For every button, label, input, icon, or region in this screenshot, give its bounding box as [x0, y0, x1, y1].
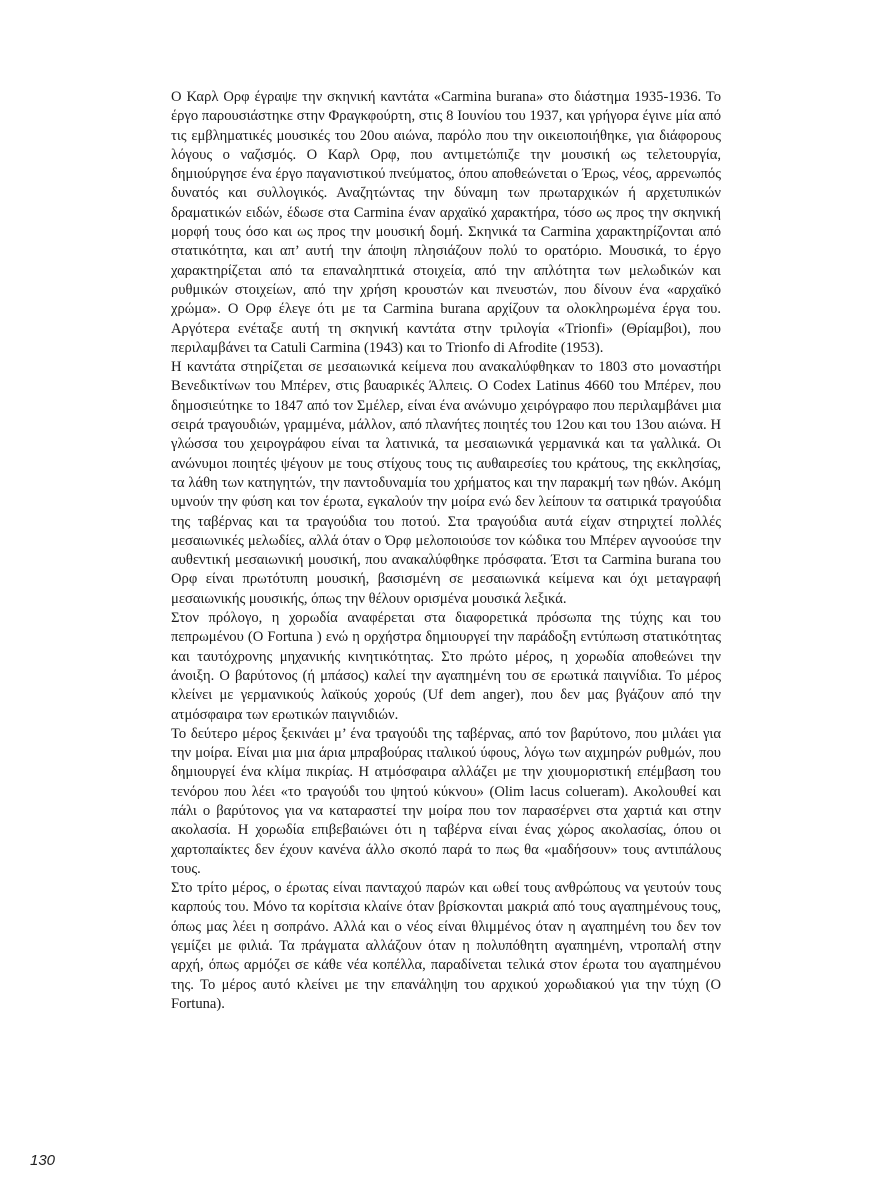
- article-body: [171, 88, 721, 1014]
- paragraph-second-part: Το δεύτερο μέρος ξεκινάει μ’ ένα τραγούδι της ταβέρνας, από τον βαρύτονο, που μιλάει για την μοίρα. Είναι μια μια άρια μπραβούρας ιταλικού ύφους, λόγω των αιχμηρών ρυθμών, που δημιουργεί ένα κλίμα πικρίας. Η ατμόσφαιρα αλλάζει με την χιουμοριστική επέμβαση του τενόρου που λέει «το τραγούδι του ψητού κύκνου» (Olim lacus colueram). Ακολουθεί και πάλι ο βαρύτονος για να καταραστεί την μοίρα που τον παρασέρνει στα χαρτιά και στην ακολασία. Η χορωδία επιβεβαιώνει ότι η ταβέρνα είναι ένας χώρος ακολασίας, όπου οι χαρτοπαίκτες δεν έχουν κανένα άλλο σκοπό παρά το πως θα «μαδήσουν» τους αντιπάλους τους.: [171, 725, 721, 877]
- paragraph-intro: Ο Καρλ Ορφ έγραψε την σκηνική καντάτα «Carmina burana» στο διάστημα 1935-1936. Το έργο παρουσιάστηκε στην Φραγκφούρτη, στις 8 Ιουνίου του 1937, και γρήγορα έγινε μία από τις εμβληματικές μουσικές του 20ου αιώνα, παρόλο που την οικειοποιήθηκε, για διάφορους λόγους ο ναζισμός. Ο Καρλ Ορφ, που αντιμετώπιζε την μουσική ως τελετουργία, δημιούργησε ένα έργο παγανιστικού πνεύματος, όπου αποθεώνεται ο Έρως, νέος, αρρενωπός δυνατός και συλλογικός. Αναζητώντας την δύναμη των πρωταρχικών ή αρχετυπικών δραματικών ειδών, έδωσε στα Carmina έναν αρχαϊκό χαρακτήρα, τόσο ως προς την σκηνική μορφή τους όσο και ως προς την μουσική δομή. Σκηνικά τα Carmina χαρακτηρίζονται από στατικότητα, και απ’ αυτή την άποψη πλησιάζουν πολύ το ορατόριο. Μουσικά, το έργο χαρακτηρίζεται από τα επαναληπτικά στοιχεία, από την απλότητα των μελωδικών και ρυθμικών στοιχείων, από την χρήση κρουστών και πνευστών, που δίνουν ένα «αρχαϊκό χρώμα». Ο Ορφ έλεγε ότι με τα Carmina burana αρχίζουν τα ολοκληρωμένα έργα του. Αργότερα ενέταξε αυτή τη σκηνική καντάτα στην τριλογία «Trionfi» (Θρίαμβοι), που περιλαμβάνει τα Catuli Carmina (1943) και το Trionfo di Afrodite (1953).: [171, 89, 721, 356]
- paragraph-sources: Η καντάτα στηρίζεται σε μεσαιωνικά κείμενα που ανακαλύφθηκαν το 1803 στο μοναστήρι Βενεδικτίνων του Μπέρεν, στις βαυαρικές Άλπεις. Ο Codex Latinus 4660 του Μπέρεν, που δημοσιεύτηκε το 1847 από τον Σμέλερ, είναι ένα ανώνυμο χειρόγραφο που περιλαμβάνει μια σειρά τραγουδιών, γραμμένα, μάλλον, από πλανήτες ποιητές του 12ου και του 13ου αιώνα. Η γλώσσα του χειρογράφου είναι τα λατινικά, τα μεσαιωνικά γερμανικά και τα γαλλικά. Οι ανώνυμοι ποιητές ψέγουν με τους στίχους τους τις αυθαιρεσίες του κράτους, της εκκλησίας, τα λάθη των κατηγητών, την παντοδυναμία του χρήματος και την παρακμή των ηθών. Ακόμη υμνούν την φύση και τον έρωτα, εγκαλούν την μοίρα ενώ δεν λείπουν τα σατιρικά τραγούδια της ταβέρνας και τα τραγούδια του ποτού. Στα τραγούδια αυτά είχαν στηριχτεί πολλές μεσαιωνικές μελωδίες, αλλά όταν ο Όρφ μελοποιούσε τον κώδικα του Μπέρεν αγνοούσε την αυθεντική μεσαιωνική μουσική, που ανακαλύφθηκε πρόσφατα. Έτσι τα Carmina burana του Ορφ είναι πρωτότυπη μουσική, βασισμένη σε μεσαιωνικά κείμενα και όχι μεταγραφή μεσαιωνικής μουσικής, όπως την θέλουν ορισμένα μουσικά λεξικά.: [171, 359, 721, 607]
- paragraph-prologue: Στον πρόλογο, η χορωδία αναφέρεται στα διαφορετικά πρόσωπα της τύχης και του πεπρωμένου (Ο Fortuna ) ενώ η ορχήστρα δημιουργεί την παράδοξη εντύπωση στατικότητας και ταυτόχρονης μηχανικής κινητικότητας. Στο πρώτο μέρος, η χορωδία αποθεώνει την άνοιξη. Ο βαρύτονος (ή μπάσος) καλεί την αγαπημένη του σε ερωτικά παιγνίδια. Το μέρος κλείνει με γερμανικούς λαϊκούς χορούς (Uf dem anger), που δεν μας βγάζουν από την ατμόσφαιρα των ερωτικών παιγνιδιών.: [171, 610, 721, 723]
- page-number: 130: [30, 1152, 56, 1169]
- paragraph-third-part: Στο τρίτο μέρος, ο έρωτας είναι πανταχού παρών και ωθεί τους ανθρώπους να γευτούν τους καρπούς του. Μόνο τα κορίτσια κλαίνε όταν βρίσκονται μακριά από τους αγαπημένους τους, όπως μας λέει η σοπράνο. Αλλά και ο νέος είναι θλιμμένος όταν η αγαπημένη του δεν τον γεμίζει με φιλιά. Τα πράγματα αλλάζουν όταν η πολυπόθητη αγαπημένη, ντροπαλή στην αρχή, όπως αρμόζει σε κάθε νέα κοπέλλα, παραδίνεται τελικά στον έρωτα του αγαπημένου της. Το μέρος αυτό κλείνει με την επανάληψη του αρχικού χορωδιακού για την τύχη (Ο Fortuna).: [171, 880, 721, 1012]
